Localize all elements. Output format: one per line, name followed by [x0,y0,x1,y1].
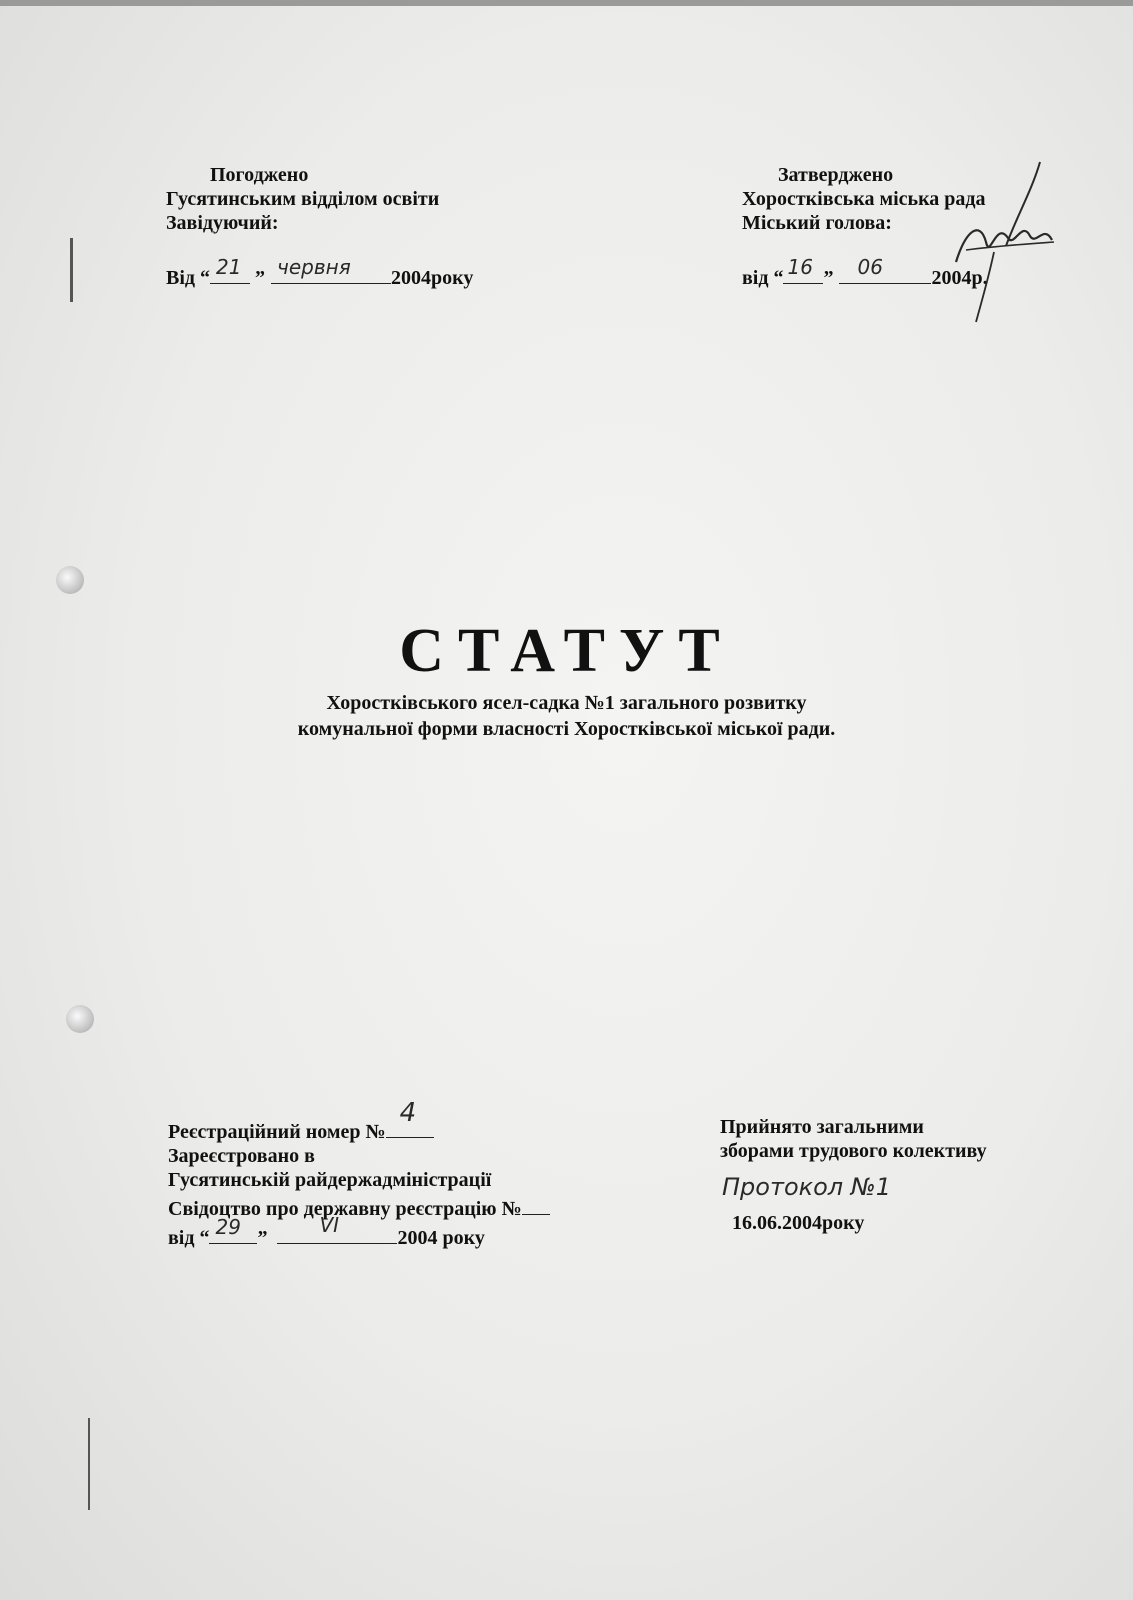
confirmation-org: Хоростківська міська рада [742,188,986,210]
approval-date-suffix: 2004року [391,267,474,289]
adoption-line-2: зборами трудового колективу [720,1140,987,1162]
subtitle-line-1: Хоростківського ясел-садка №1 загального розвитку [326,692,807,714]
confirmation-role: Міський голова: [742,212,892,234]
confirmation-day-field [783,255,823,284]
adoption-line-1: Прийнято загальними [720,1116,924,1138]
registration-day-handwritten: 29 [215,1215,241,1239]
adoption-protocol-row [716,1163,987,1211]
registration-date [168,1213,550,1250]
confirmation-day-handwritten: 16 [787,255,813,279]
adoption-date: 16.06.2004року [732,1212,865,1234]
confirmation-date-prefix: від “ [742,267,784,289]
confirmation-title: Затверджено [778,164,894,186]
punch-hole-upper [56,566,84,594]
certificate-label: Свідоцтво про державну реєстрацію № [168,1198,522,1220]
confirmation-month-field [839,255,931,284]
registration-number-label: Реєстраційний номер № [168,1121,386,1143]
document-subtitle [0,690,1133,742]
registration-line-3: Гусятинській райдержадміністрації [168,1169,492,1191]
approval-title: Погоджено [210,164,309,186]
top-edge-shadow [0,0,1133,6]
edge-mark-bottom [88,1418,90,1510]
approval-month-handwritten: червня [277,255,351,279]
registration-month-handwritten: VI [319,1213,340,1237]
approval-month-field [271,255,391,284]
registration-day-field [209,1215,257,1244]
signature-icon [936,150,1066,330]
registration-line-2: Зареєстровано в [168,1145,315,1167]
subtitle-line-2: комунальної форми власності Хоростківської міської ради. [297,718,836,740]
registration-number-line [168,1098,550,1144]
adoption-protocol-handwritten: Протокол №1 [722,1173,892,1201]
approval-org: Гусятинським відділом освіти [166,188,440,210]
registration-block [168,1098,550,1250]
confirmation-date-suffix: 2004р. [931,267,988,289]
adoption-block [716,1115,987,1235]
approval-date-mid: ” [250,267,266,289]
registration-number-handwritten: 4 [399,1098,417,1128]
confirmation-month-handwritten: 06 [857,255,883,279]
bleed-through-text [240,230,1100,1430]
punch-hole-lower [66,1005,94,1033]
edge-mark-top [70,238,73,302]
registration-date-mid: ” [257,1227,268,1249]
approval-block [166,163,473,290]
certificate-number-field [522,1192,550,1215]
approval-day-handwritten: 21 [216,255,242,279]
document-title: СТАТУТ [399,617,734,685]
registration-date-prefix: від “ [168,1227,210,1249]
approval-date [166,255,474,290]
approval-day-field [210,255,250,284]
approval-role: Завідуючий: [166,212,279,234]
registration-month-field [277,1213,397,1244]
approval-date-prefix: Від “ [166,267,211,289]
confirmation-date-mid: ” [823,267,834,289]
registration-number-field [386,1098,434,1138]
registration-date-suffix: 2004 року [397,1227,485,1249]
